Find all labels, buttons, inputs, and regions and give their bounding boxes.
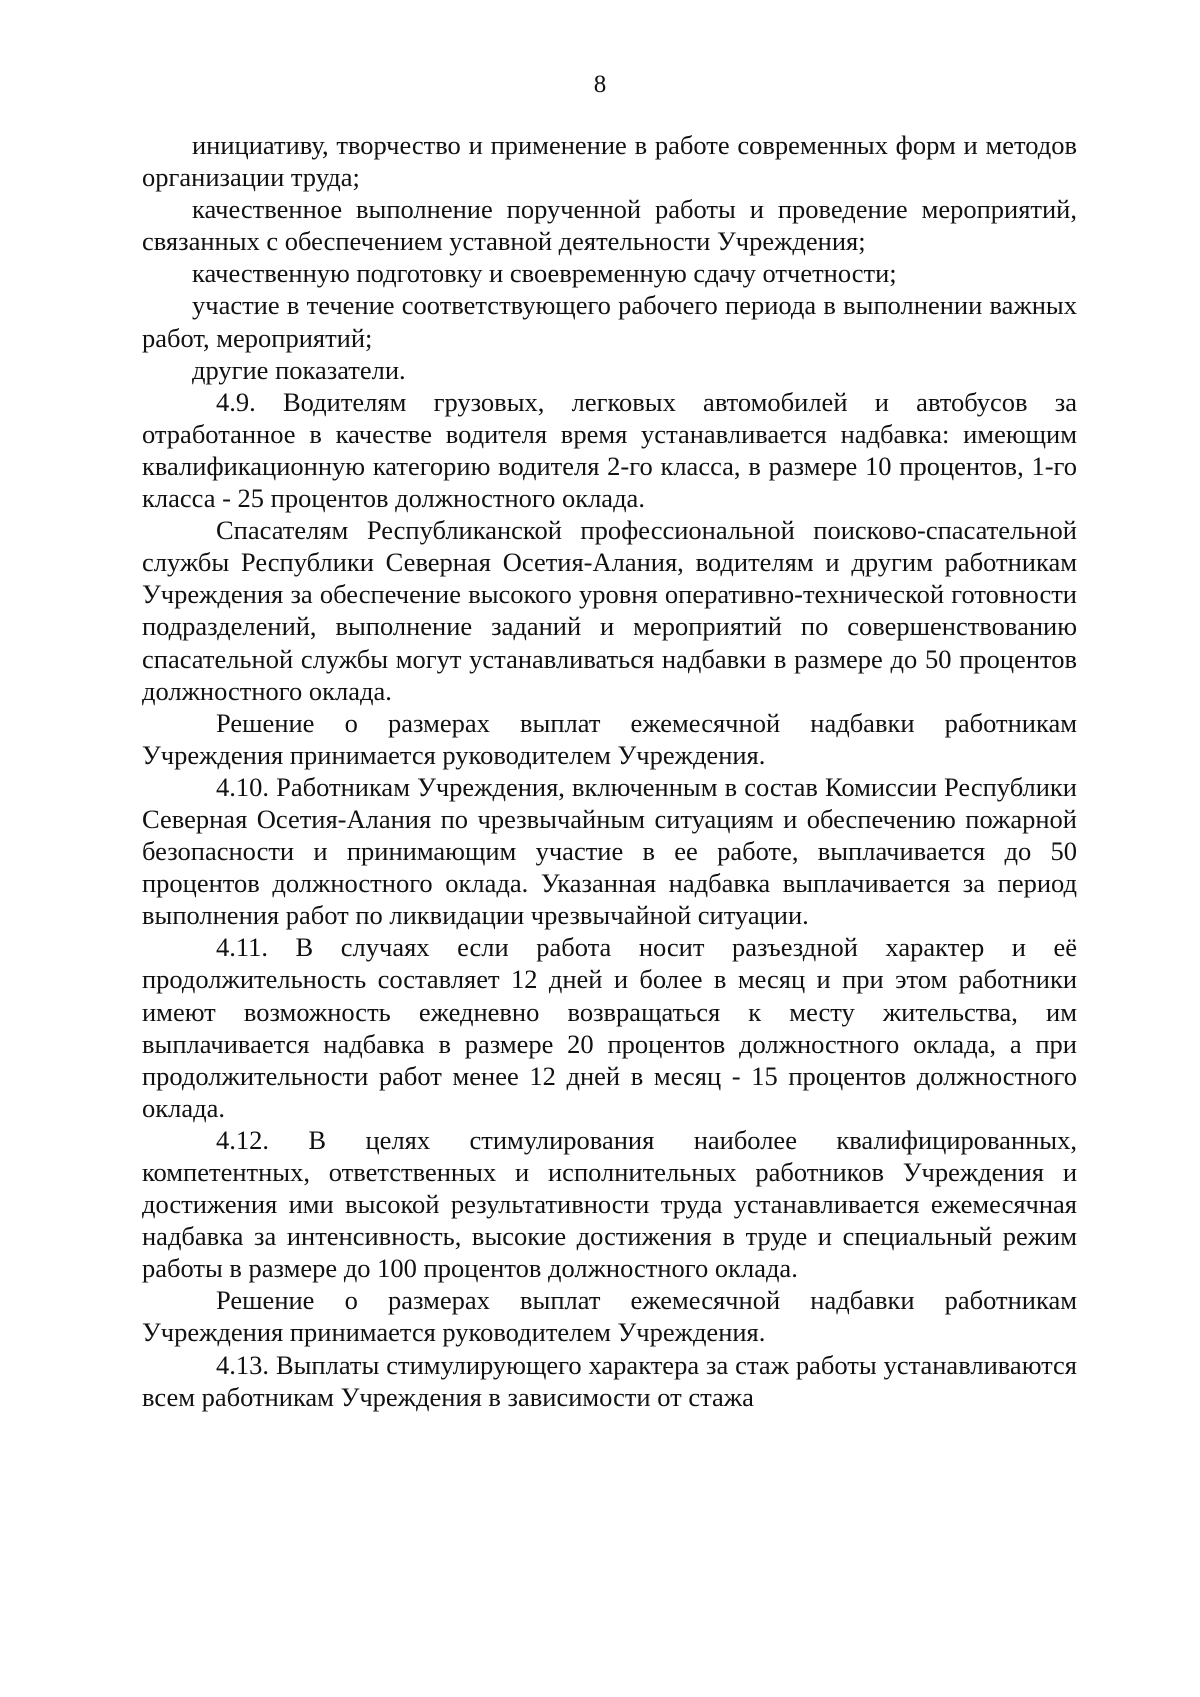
paragraph-section-4-12: 4.12. В целях стимулирования наиболее квалифицированных, компетентных, ответственных и исполнительных работников Учреждения и достижения ими высокой результативности труда устанавливается ежемесячная надбавка за интенсивность, высокие достижения в труде и специальный режим работы в размере до 100 процентов должностного оклада. bbox=[142, 1124, 1077, 1284]
paragraph: инициативу, творчество и применение в работе современных форм и методов организации труда; bbox=[142, 130, 1077, 193]
paragraph: качественную подготовку и своевременную сдачу отчетности; bbox=[192, 258, 897, 289]
paragraph: другие показатели. bbox=[192, 354, 406, 385]
paragraph: Решение о размерах выплат ежемесячной надбавки работникам Учреждения принимается руководителем Учреждения. bbox=[142, 1285, 1077, 1348]
document-body bbox=[142, 129, 1077, 1413]
paragraph: участие в течение соответствующего рабочего периода в выполнении важных работ, мероприятий; bbox=[142, 290, 1077, 353]
page-number: 8 bbox=[593, 71, 607, 98]
paragraph: качественное выполнение порученной работы и проведение мероприятий, связанных с обеспечением уставной деятельности Учреждения; bbox=[142, 194, 1077, 257]
paragraph: Спасателям Республиканской профессиональной поисково-спасательной службы Республики Северная Осетия-Алания, водителям и другим работникам Учреждения за обеспечение высокого уровня оперативно-технической готовности подразделений, выполнение заданий и мероприятий по совершенствованию спасательной службы могут устанавливаться надбавки в размере до 50 процентов должностного оклада. bbox=[142, 515, 1077, 706]
paragraph-section-4-10: 4.10. Работникам Учреждения, включенным в состав Комиссии Республики Северная Осетия-Алания по чрезвычайным ситуациям и обеспечению пожарной безопасности и принимающим участие в ее работе, выплачивается до 50 процентов должностного оклада. Указанная надбавка выплачивается за период выполнения работ по ликвидации чрезвычайной ситуации. bbox=[142, 771, 1077, 931]
paragraph-section-4-13: 4.13. Выплаты стимулирующего характера за стаж работы устанавливаются всем работникам Учреждения в зависимости от стажа bbox=[142, 1349, 1077, 1412]
paragraph: Решение о размерах выплат ежемесячной надбавки работникам Учреждения принимается руководителем Учреждения. bbox=[142, 707, 1077, 770]
paragraph-section-4-11: 4.11. В случаях если работа носит разъездной характер и её продолжительность составляет 12 дней и более в месяц и при этом работники имеют возможность ежедневно возвращаться к месту жительства, им выплачивается надбавка в размере 20 процентов должностного оклада, а при продолжительности работ менее 12 дней в месяц - 15 процентов должностного оклада. bbox=[142, 932, 1077, 1123]
paragraph-section-4-9: 4.9. Водителям грузовых, легковых автомобилей и автобусов за отработанное в качестве водителя время устанавливается надбавка: имеющим квалификационную категорию водителя 2-го класса, в размере 10 процентов, 1-го класса - 25 процентов должностного оклада. bbox=[142, 386, 1077, 514]
